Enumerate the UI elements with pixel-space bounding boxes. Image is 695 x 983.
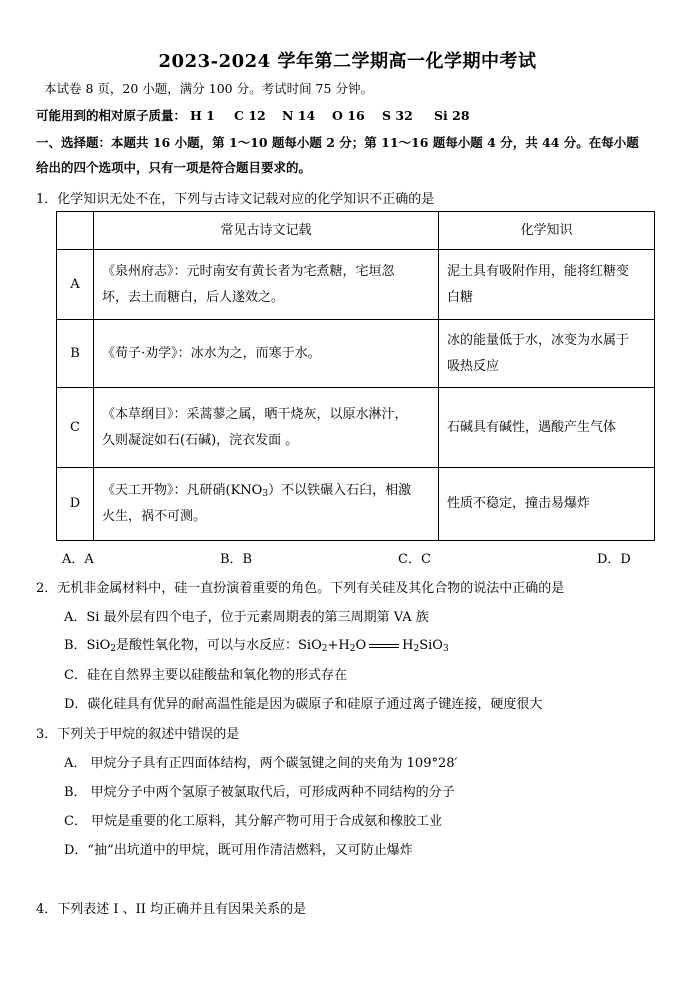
row-label-a: A [57, 250, 94, 320]
q1-table [56, 211, 655, 541]
q3-option-d: D．“抽”出坑道中的甲烷，既可用作清洁燃料，又可防止爆炸 [64, 843, 413, 858]
q2-option-b [64, 634, 449, 653]
atomic-masses [36, 106, 470, 124]
q3-option-c: C． 甲烷是重要的化工原料，其分解产物可用于合成氨和橡胶工业 [64, 814, 443, 829]
q1-answer-c: C．C [398, 552, 431, 567]
row-a-record-line2: 坏，去土而糖白，后人遂效之。 [102, 289, 285, 305]
section-instruction-line1: 一、选择题：本题共 16 小题，第 1～10 题每小题 2 分；第 11～16 题每小题 4 分，共 44 分。在每小题 [36, 135, 639, 150]
row-b-record: 《荀子·劝学》：冰水为之，而寒于水。 [94, 320, 439, 388]
q2-option-a: A．Si 最外层有四个电子，位于元素周期表的第三周期第 VA 族 [64, 610, 429, 625]
row-b-knowledge [439, 320, 655, 388]
row-d-record-line1 [102, 478, 430, 504]
q2-b-part: B．SiO [64, 638, 111, 653]
row-b-knowledge-line2: 吸热反应 [447, 358, 500, 374]
q4-stem: 4．下列表述 I 、II 均正确并且有因果关系的是 [36, 902, 307, 917]
table-row [57, 250, 655, 320]
table-header-row [57, 212, 655, 250]
row-d-record [94, 468, 439, 541]
q3-option-b: B． 甲烷分子中两个氢原子被氯取代后，可形成两种不同结构的分子 [64, 785, 455, 800]
exam-title: 2023-2024 学年第二学期高一化学期中考试 [158, 51, 537, 72]
q2-b-sub: 2 [110, 644, 117, 654]
q3-stem: 3．下列关于甲烷的叙述中错误的是 [36, 727, 240, 742]
q1-answer-a: A．A [62, 552, 94, 567]
table-corner-cell [57, 212, 94, 250]
row-a-knowledge-line1: 泥土具有吸附作用，能将红糖变 [447, 263, 630, 279]
q1-answer-d: D．D [597, 552, 631, 567]
mass-o: O 16 [332, 108, 365, 123]
q2-b-sub: 2 [349, 644, 356, 654]
equals-sign-icon [369, 644, 399, 648]
row-label-c: C [57, 388, 94, 468]
q2-option-c: C．硅在自然界主要以硅酸盐和氧化物的形式存在 [64, 668, 347, 683]
header-records: 常见古诗文记载 [94, 212, 439, 250]
q2-option-d: D．碳化硅具有优异的耐高温性能是因为碳原子和硅原子通过离子键连接，硬度很大 [64, 697, 543, 712]
row-d-record-line2: 火生，祸不可测。 [102, 509, 207, 524]
q2-b-part: H [402, 638, 414, 653]
mass-s: S 32 [382, 108, 413, 123]
mass-si: Si 28 [434, 108, 470, 123]
row-a-record [94, 250, 439, 320]
row-c-record [94, 388, 439, 468]
mass-n: N 14 [282, 108, 316, 123]
q2-b-part: 是酸性氧化物，可以与水反应：SiO [116, 638, 322, 653]
q2-b-sub: 3 [442, 644, 449, 654]
row-d-text-b: ）不以铁碾入石臼，相激 [268, 483, 412, 498]
q2-b-part: O [355, 638, 367, 653]
row-d-subscript: 3 [262, 489, 269, 499]
table-row [57, 468, 655, 541]
mass-h: H 1 [190, 108, 215, 123]
section-instruction-line2: 给出的四个选项中，只有一项是符合题目要求的。 [36, 160, 312, 175]
row-c-record-line2: 久则凝淀如石(石碱)，浣衣发面 。 [102, 432, 299, 448]
q2-b-sub: 2 [321, 644, 328, 654]
row-a-knowledge [439, 250, 655, 320]
table-row [57, 388, 655, 468]
row-label-d: D [57, 468, 94, 541]
masses-label: 可能用到的相对原子质量： [36, 108, 187, 123]
table-row [57, 320, 655, 388]
mass-c: C 12 [234, 108, 266, 123]
row-a-record-line1: 《泉州府志》：元时南安有黄长者为宅煮糖，宅垣忽 [102, 263, 395, 279]
q1-answer-b: B．B [220, 552, 253, 567]
row-d-knowledge: 性质不稳定，撞击易爆炸 [439, 468, 655, 541]
q1-stem: 1．化学知识无处不在，下列与古诗文记载对应的化学知识不正确的是 [36, 192, 435, 207]
row-d-text-a: 《天工开物》：凡研硝(KNO [102, 483, 263, 498]
header-knowledge: 化学知识 [439, 212, 655, 250]
q3-option-a: A． 甲烷分子具有正四面体结构，两个碳氢键之间的夹角为 109°28′ [64, 756, 458, 771]
q2-stem: 2．无机非金属材料中，硅一直扮演着重要的角色。下列有关硅及其化合物的说法中正确的是 [36, 581, 565, 596]
row-c-knowledge: 石碱具有碱性，遇酸产生气体 [439, 388, 655, 468]
row-c-record-line1: 《本草纲目》：采蒿蓼之属，晒干烧灰，以原水淋汁， [102, 406, 408, 422]
row-b-knowledge-line1: 冰的能量低于水，冰变为水属于 [447, 332, 630, 348]
q2-b-part: SiO [419, 638, 443, 653]
q2-b-part: +H [327, 638, 350, 653]
q2-b-sub: 2 [413, 644, 420, 654]
row-a-knowledge-line2: 白糖 [447, 289, 474, 305]
exam-info: 本试卷 8 页，20 小题，满分 100 分。考试时间 75 分钟。 [44, 81, 373, 96]
row-label-b: B [57, 320, 94, 388]
